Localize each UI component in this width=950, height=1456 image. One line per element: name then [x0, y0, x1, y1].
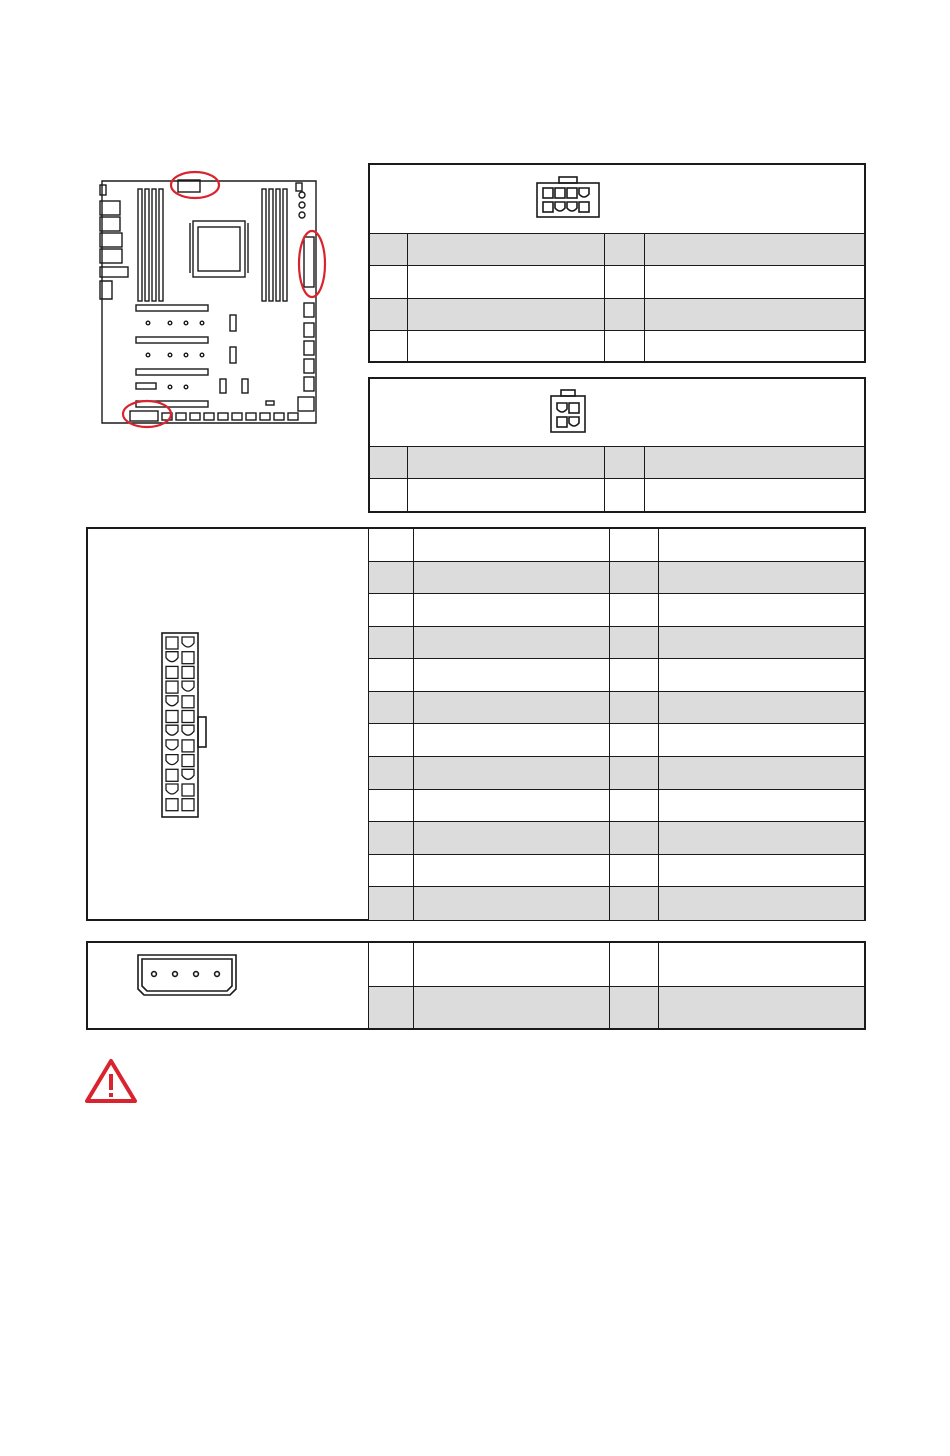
- pin-table: [369, 529, 864, 920]
- pin-table: [369, 943, 864, 1028]
- table-row: [370, 479, 864, 512]
- table-row: [369, 757, 864, 790]
- table-row: [370, 266, 864, 299]
- table-row: [369, 986, 864, 1028]
- motherboard-layout-icon: [90, 165, 340, 435]
- table-row: [369, 724, 864, 757]
- pin-table: [370, 233, 864, 362]
- table-row: [369, 943, 864, 986]
- 4-pin-connector-icon: [548, 387, 588, 435]
- table-row: [369, 789, 864, 822]
- warning-triangle-icon: [84, 1057, 138, 1105]
- cpu-power-8pin-table: [368, 163, 866, 363]
- table-row: [370, 234, 864, 266]
- table-row: [369, 691, 864, 724]
- table-row: [369, 594, 864, 627]
- table-row: [369, 822, 864, 855]
- table-row: [369, 561, 864, 594]
- cpu-power-4pin-table: [368, 377, 866, 513]
- 8-pin-connector-icon: [535, 175, 601, 219]
- molex-4pin-table: [86, 941, 866, 1030]
- pin-table: [370, 446, 864, 512]
- table-row: [369, 854, 864, 887]
- table-row: [370, 331, 864, 362]
- table-row: [369, 659, 864, 692]
- table-row: [370, 447, 864, 479]
- atx-24pin-table: [86, 527, 866, 921]
- table-row: [370, 299, 864, 331]
- table-row: [369, 626, 864, 659]
- table-row: [369, 529, 864, 561]
- table-row: [369, 887, 864, 920]
